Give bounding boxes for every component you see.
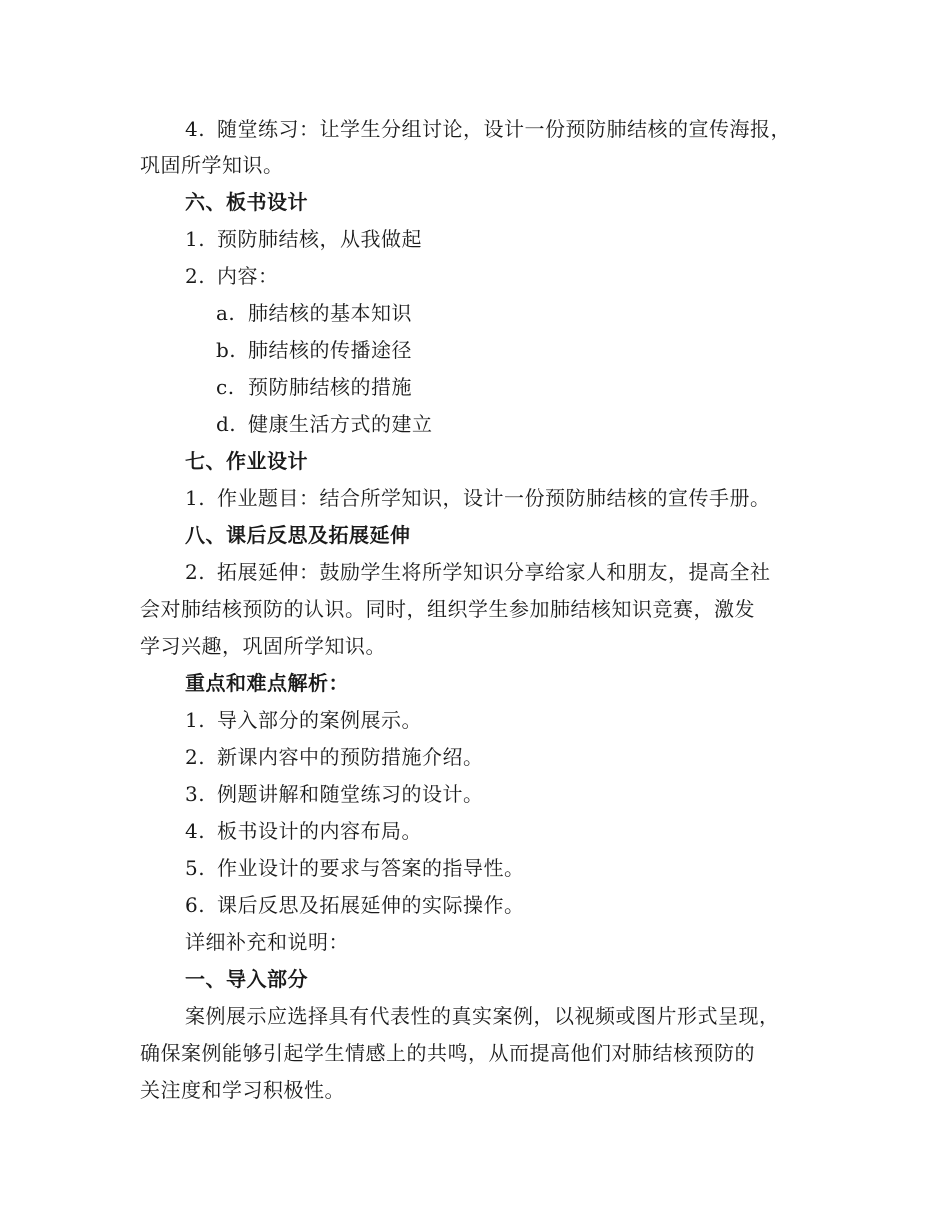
item-number: 2.	[185, 560, 206, 584]
item-number: 2.	[185, 745, 206, 769]
item-text: 肺结核的传播途径	[248, 338, 412, 362]
list-item	[185, 486, 771, 510]
item-number: 4.	[185, 819, 206, 843]
sub-list-item	[216, 301, 412, 325]
practice-item-continued: 巩固所学知识。	[140, 153, 284, 177]
sub-list-item	[216, 375, 412, 399]
extension-item-continued: 会对肺结核预防的认识。同时，组织学生参加肺结核知识竞赛，激发	[140, 597, 755, 621]
paragraph-line: 案例展示应选择具有代表性的真实案例，以视频或图片形式呈现，	[185, 1004, 780, 1028]
item-letter: d.	[216, 412, 237, 436]
item-text: 肺结核的基本知识	[248, 301, 412, 325]
list-item	[185, 782, 484, 806]
item-text: 板书设计的内容布局。	[217, 819, 422, 843]
item-text: 导入部分的案例展示。	[217, 708, 422, 732]
list-item	[185, 745, 484, 769]
item-text: 新课内容中的预防措施介绍。	[217, 745, 484, 769]
paragraph-line: 确保案例能够引起学生情感上的共鸣，从而提高他们对肺结核预防的	[140, 1041, 755, 1065]
sub-list-item	[216, 338, 412, 362]
supplement-label: 详细补充和说明：	[185, 930, 349, 954]
list-item	[185, 856, 525, 880]
item-text: 随堂练习：让学生分组讨论，设计一份预防肺结核的宣传海报，	[217, 117, 791, 141]
list-item	[185, 708, 422, 732]
item-number: 1.	[185, 486, 206, 510]
section-heading-6: 六、板书设计	[185, 190, 308, 214]
item-number: 1.	[185, 708, 206, 732]
practice-item	[185, 117, 791, 141]
sub-list-item	[216, 412, 433, 436]
item-text: 内容：	[217, 264, 279, 288]
item-number: 6.	[185, 893, 206, 917]
section-heading-intro: 一、导入部分	[185, 967, 308, 991]
item-number: 1.	[185, 227, 206, 251]
item-text: 作业设计的要求与答案的指导性。	[217, 856, 525, 880]
key-points-heading: 重点和难点解析：	[185, 671, 349, 695]
section-heading-7: 七、作业设计	[185, 449, 308, 473]
section-heading-8: 八、课后反思及拓展延伸	[185, 523, 411, 547]
item-text: 健康生活方式的建立	[248, 412, 433, 436]
extension-item-continued: 学习兴趣，巩固所学知识。	[140, 634, 386, 658]
list-item	[185, 819, 422, 843]
paragraph-line: 关注度和学习积极性。	[140, 1078, 345, 1102]
item-number: 3.	[185, 782, 206, 806]
item-letter: b.	[216, 338, 237, 362]
item-letter: c.	[216, 375, 235, 399]
item-text: 作业题目：结合所学知识，设计一份预防肺结核的宣传手册。	[217, 486, 771, 510]
item-letter: a.	[216, 301, 236, 325]
item-number: 4.	[185, 117, 206, 141]
list-item	[185, 893, 525, 917]
list-item	[185, 264, 279, 288]
item-text: 例题讲解和随堂练习的设计。	[217, 782, 484, 806]
item-text: 预防肺结核，从我做起	[217, 227, 422, 251]
item-number: 5.	[185, 856, 206, 880]
item-text: 课后反思及拓展延伸的实际操作。	[217, 893, 525, 917]
extension-item	[185, 560, 771, 584]
item-number: 2.	[185, 264, 206, 288]
item-text: 拓展延伸：鼓励学生将所学知识分享给家人和朋友，提高全社	[217, 560, 771, 584]
list-item	[185, 227, 422, 251]
item-text: 预防肺结核的措施	[248, 375, 412, 399]
